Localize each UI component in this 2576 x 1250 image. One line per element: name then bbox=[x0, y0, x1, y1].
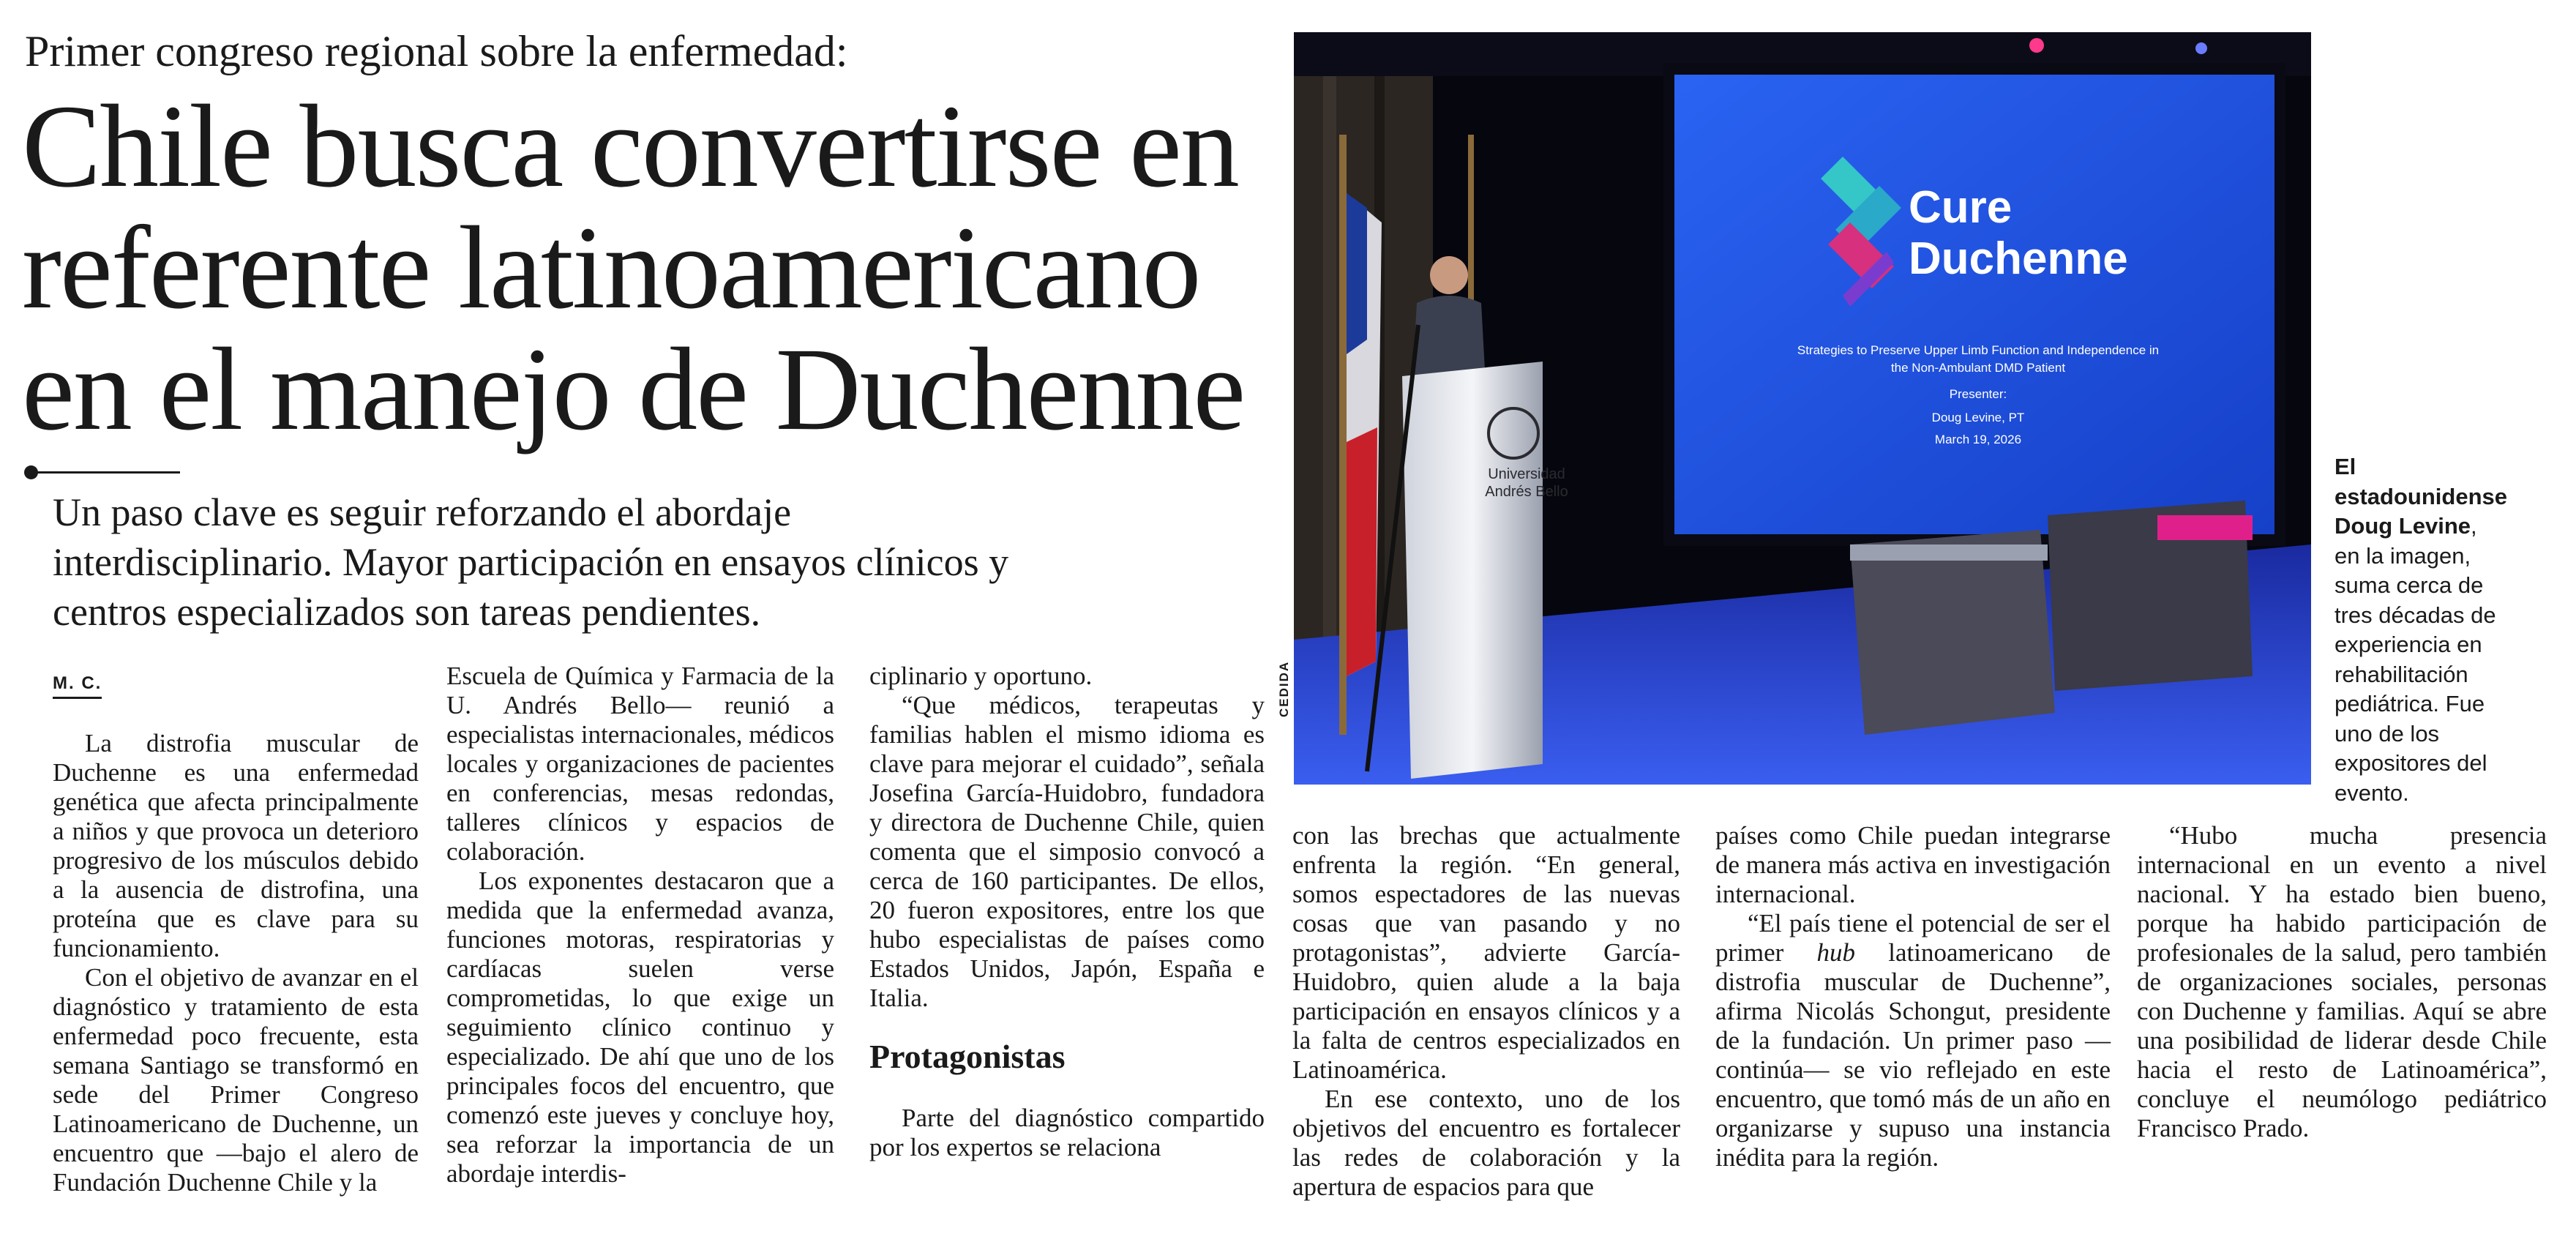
body-paragraph: Parte del diagnóstico compartido por los expertos se relaciona bbox=[869, 1104, 1265, 1161]
body-paragraph: ciplinario y oportuno. bbox=[869, 662, 1093, 690]
text-column-3 bbox=[869, 662, 1265, 1162]
body-paragraph: con las brechas que actualmente enfrenta la región. “En general, somos espectadores de las nuevas cosas que van pasando y no protagonistas”, advierte García-Huidobro, quien alude a la baja participación en ensayos clínicos y a la falta de centros especializados en Latinoamérica. bbox=[1292, 821, 1680, 1084]
screen-subtitle-1: Strategies to Preserve Upper Limb Function and Independence in bbox=[1797, 343, 2160, 357]
text-column-2 bbox=[446, 662, 834, 1189]
body-paragraph bbox=[1715, 909, 2111, 1172]
deck-line-3: centros especializados son tareas pendientes. bbox=[53, 590, 761, 634]
stage-light bbox=[2029, 38, 2044, 53]
text-column-4 bbox=[1292, 821, 1680, 1202]
stage-light bbox=[2195, 42, 2207, 54]
headline-line-2: referente latinoamericano bbox=[22, 203, 1200, 334]
chile-flag-blue bbox=[1347, 193, 1367, 354]
article-deck bbox=[53, 487, 1224, 637]
deck-line-2: interdisciplinario. Mayor participación en ensayos clínicos y bbox=[53, 540, 1009, 584]
caption-bold-lead: El estadounidense Doug Levine bbox=[2334, 454, 2507, 539]
podium-text-2: Andrés Bello bbox=[1485, 484, 1568, 500]
decorative-rule bbox=[31, 471, 180, 474]
body-paragraph: “Hubo mucha presencia internacional en un evento a nivel nacional. Y ha estado bien bueno, porque ha habido participación de profesionales de la salud, pero también de organizaciones sociales, personas con Duchenne y familias. Aquí se abre una posibilidad de liderar desde Chile hacia el resto de Latinoamérica”, concluye el neumólogo pediátrico Francisco Prado. bbox=[2137, 821, 2547, 1142]
caption-text: , en la imagen, suma cerca de tres décadas de experiencia en rehabilitación pediátrica. Fue uno de los expositores del evento. bbox=[2334, 513, 2496, 806]
quote-text-italic: hub bbox=[1816, 938, 1856, 967]
chile-flag-red bbox=[1347, 427, 1377, 676]
deck-line-1: Un paso clave es seguir reforzando el abordaje bbox=[53, 490, 792, 534]
quote-text: “El país tiene el potencial de ser el primer bbox=[1715, 909, 2111, 967]
screen-logo-text-1: Cure bbox=[1909, 182, 2012, 233]
section-subhead: Protagonistas bbox=[869, 1038, 1066, 1075]
podium bbox=[1402, 362, 1543, 779]
quote-text: latinoamericano de distrofia muscular de Duchenne”, afirma Nicolás Schongut, presidente de la fundación. Un primer paso —continúa— se vio reflejado en este encuentro, que tomó más de un año en organizarse y supuso una instancia inédita para la región. bbox=[1715, 938, 2111, 1172]
photo-caption bbox=[2334, 452, 2507, 808]
decorative-bullet-dot bbox=[24, 465, 38, 479]
article-kicker: Primer congreso regional sobre la enfermedad: bbox=[25, 27, 848, 75]
event-photo-illustration bbox=[1294, 32, 2311, 785]
photo-credit: CEDIDA bbox=[1277, 660, 1291, 717]
podium-text-1: Universidad bbox=[1488, 466, 1565, 482]
flag-pole bbox=[1339, 135, 1347, 735]
headline-line-3: en el manejo de Duchenne bbox=[22, 324, 1245, 455]
screen-date: March 19, 2026 bbox=[1934, 433, 2022, 446]
screen-subtitle-2: the Non-Ambulant DMD Patient bbox=[1890, 361, 2066, 375]
text-column-1 bbox=[53, 729, 419, 1197]
headline-line-1: Chile busca convertirse en bbox=[22, 81, 1238, 212]
body-paragraph: “Que médicos, terapeutas y familias hablen el mismo idioma es clave para mejorar el cuidado”, señala Josefina García-Huidobro, fundadora y directora de Duchenne Chile, quien comenta que el simposio convocó a cerca de 160 participantes. De ellos, 20 fueron expositores, entre los que hubo especialistas de países como Estados Unidos, Japón, España e Italia. bbox=[869, 691, 1265, 1012]
screen-logo-text-2: Duchenne bbox=[1909, 233, 2128, 284]
armchair-frame bbox=[1850, 544, 2048, 561]
author-byline: M. C. bbox=[53, 673, 102, 699]
body-paragraph: Los exponentes destacaron que a medida que la enfermedad avanza, funciones motoras, respiratorias y cardíacas suelen verse comprometidas, lo que exige un seguimiento clínico continuo y especializado. De ahí que uno de los principales focos del encuentro, que comenzó este jueves y concluye hoy, sea reforzar la importancia de un abordaje interdis- bbox=[446, 867, 834, 1188]
armchair-pink-cushion bbox=[2157, 515, 2253, 540]
body-paragraph: países como Chile puedan integrarse de manera más activa en investigación internacional. bbox=[1715, 821, 2111, 908]
body-paragraph: Escuela de Química y Farmacia de la U. Andrés Bello— reunió a especialistas internacionales, médicos locales y organizaciones de pacientes en conferencias, mesas redondas, talleres clínicos y espacios de colaboración. bbox=[446, 662, 834, 866]
projection-screen bbox=[1674, 75, 2274, 534]
text-column-5 bbox=[1715, 821, 2111, 1172]
screen-presenter-name: Doug Levine, PT bbox=[1931, 411, 2025, 424]
event-photo bbox=[1294, 32, 2311, 785]
body-paragraph: La distrofia muscular de Duchenne es una enfermedad genética que afecta principalmente a niños y que provoca un deterioro progresivo de los músculos debido a la ausencia de distrofina, una proteína que es clave para su funcionamiento. bbox=[53, 729, 419, 962]
body-paragraph: En ese contexto, uno de los objetivos del encuentro es fortalecer las redes de colaboración y la apertura de espacios para que bbox=[1292, 1085, 1680, 1201]
text-column-6 bbox=[2137, 821, 2547, 1143]
body-paragraph: Con el objetivo de avanzar en el diagnóstico y tratamiento de esta enfermedad poco frecuente, esta semana Santiago se transformó en sede del Primer Congreso Latinoamericano de Duchenne, un encuentro que —bajo el alero de Fundación Duchenne Chile y la bbox=[53, 963, 419, 1197]
article-headline bbox=[22, 81, 1281, 455]
screen-presenter-label: Presenter: bbox=[1949, 387, 2007, 401]
speaker-head bbox=[1430, 256, 1468, 294]
